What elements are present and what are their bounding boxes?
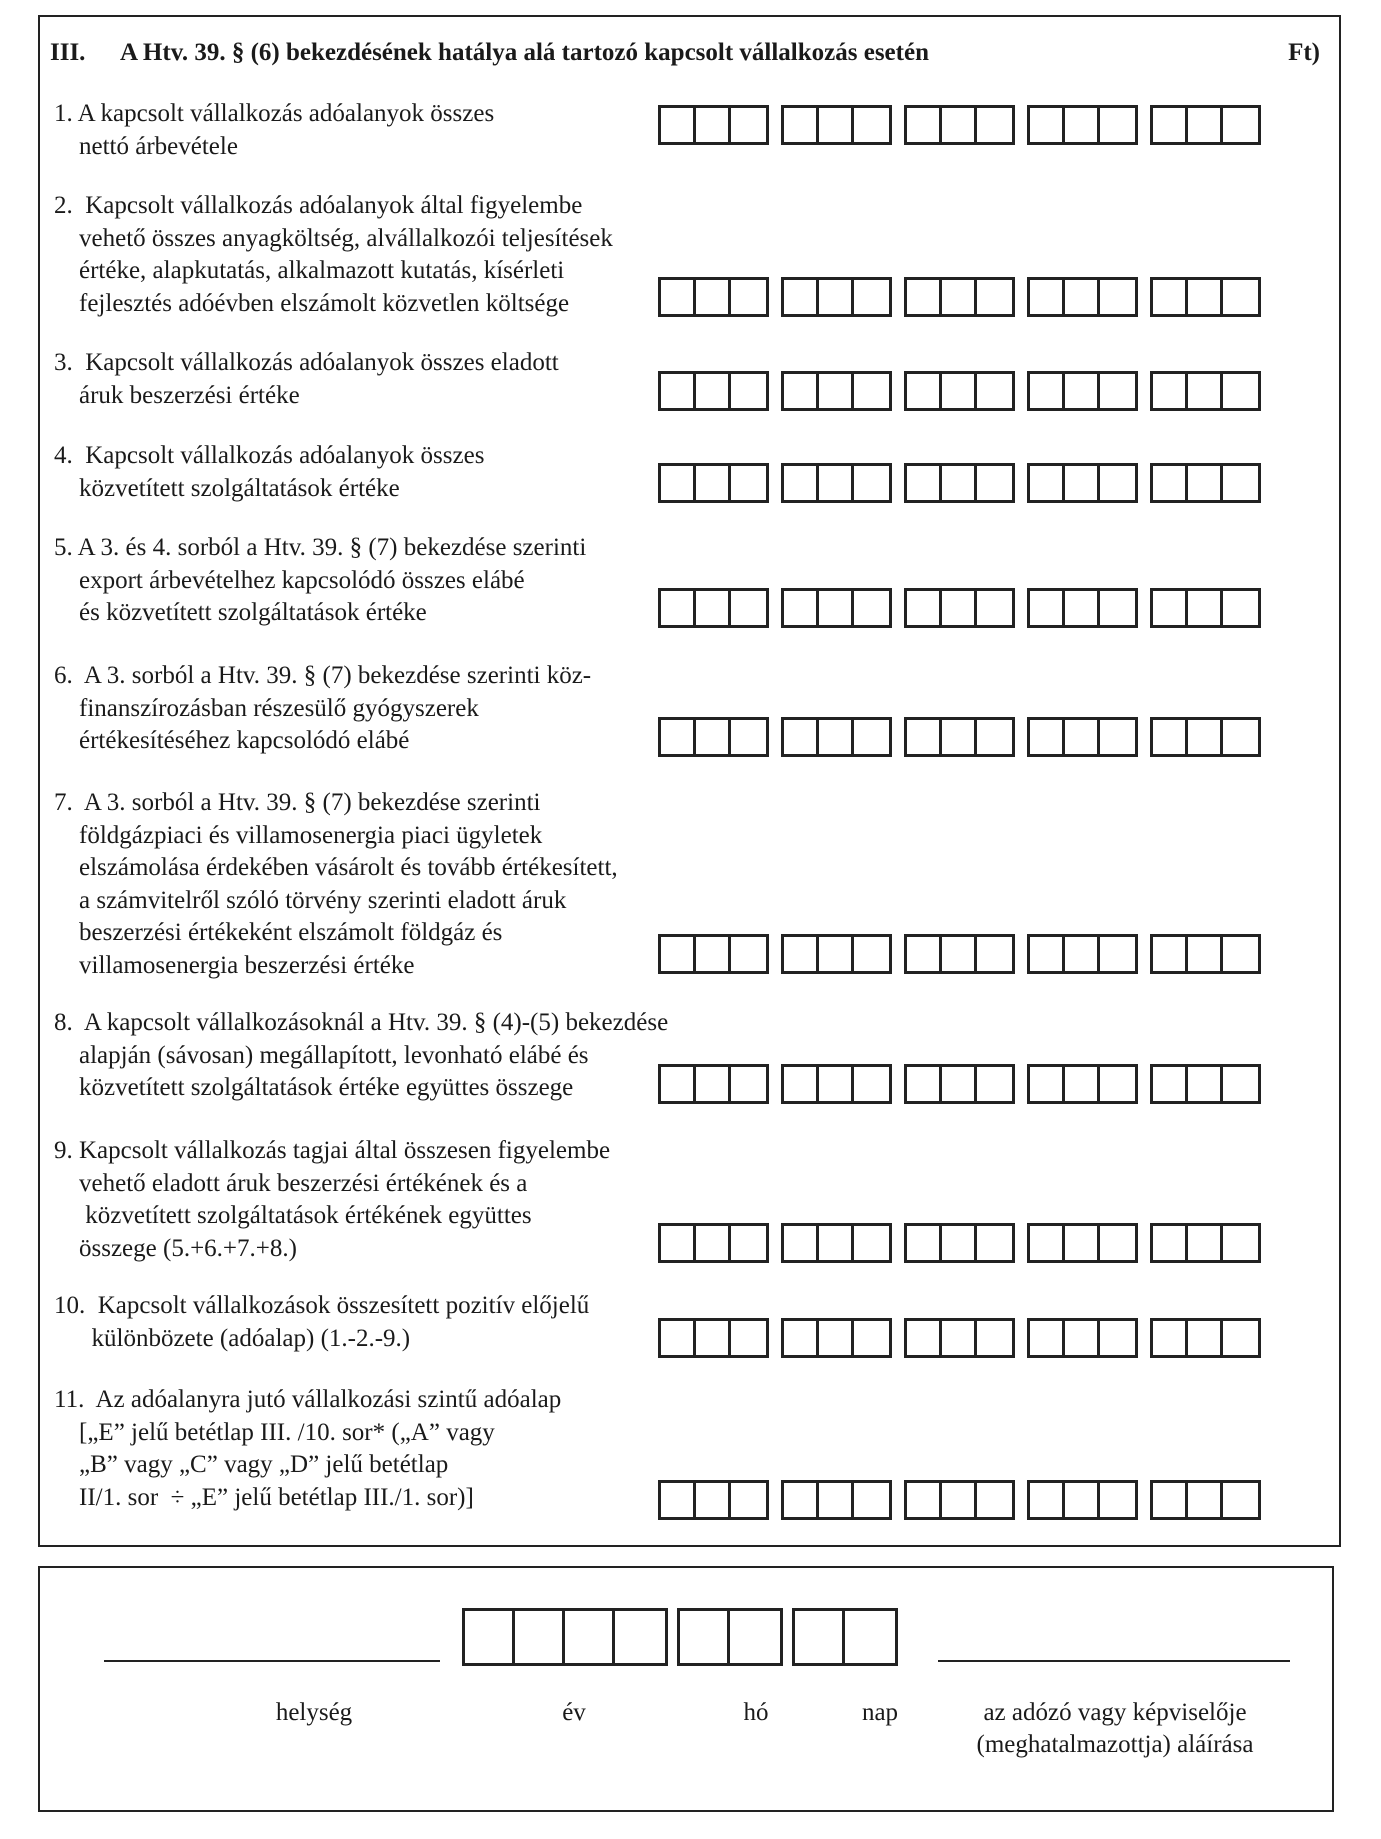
digit-group[interactable]	[1027, 105, 1138, 145]
digit-group[interactable]	[904, 1064, 1015, 1104]
digit-cell[interactable]	[1223, 466, 1258, 500]
digit-cell[interactable]	[977, 1067, 1012, 1101]
digit-cell[interactable]	[942, 1226, 977, 1260]
digit-cell[interactable]	[854, 591, 889, 625]
digit-group[interactable]	[1027, 371, 1138, 411]
digit-cell[interactable]	[819, 1067, 854, 1101]
signature-frame	[38, 1566, 1334, 1812]
digit-cell[interactable]	[907, 720, 942, 754]
digit-cell[interactable]	[784, 1067, 819, 1101]
digit-cell[interactable]	[1153, 1226, 1188, 1260]
digit-cell[interactable]	[784, 591, 819, 625]
digit-cell[interactable]	[1153, 720, 1188, 754]
digit-cell[interactable]	[1065, 1226, 1100, 1260]
digit-cell[interactable]	[977, 591, 1012, 625]
row-label-line: a számvitelről szóló törvény szerinti eladott áruk	[54, 886, 567, 914]
row-label-line: 4. Kapcsolt vállalkozás adóalanyok összes	[54, 442, 485, 469]
row-label-line: különbözete (adóalap) (1.-2.-9.)	[54, 1324, 411, 1352]
digit-cell[interactable]	[854, 1067, 889, 1101]
row-label-line: 10. Kapcsolt vállalkozások összesített pozitív előjelű	[54, 1292, 590, 1319]
digit-group[interactable]	[658, 1064, 769, 1104]
digit-cell[interactable]	[1188, 937, 1223, 971]
digit-cell[interactable]	[907, 374, 942, 408]
digit-cell[interactable]	[942, 466, 977, 500]
month-label: hó	[743, 1699, 769, 1726]
digit-group[interactable]	[904, 105, 1015, 145]
digit-cell[interactable]	[1100, 280, 1135, 314]
digit-cell[interactable]	[661, 1483, 696, 1517]
place-label: helység	[275, 1699, 353, 1726]
digit-group[interactable]	[1150, 1318, 1261, 1358]
row-label-line: 3. Kapcsolt vállalkozás adóalanyok összes eladott	[54, 349, 559, 376]
digit-cell[interactable]	[1153, 1067, 1188, 1101]
digit-cell[interactable]	[731, 374, 766, 408]
digit-group[interactable]	[658, 717, 769, 757]
digit-cell[interactable]	[1065, 720, 1100, 754]
digit-cell[interactable]	[1030, 1067, 1065, 1101]
digit-group[interactable]	[904, 588, 1015, 628]
row-label-9	[54, 1135, 694, 1265]
digit-cell[interactable]	[977, 937, 1012, 971]
digit-cell[interactable]	[1188, 1321, 1223, 1355]
row-label-4	[54, 440, 694, 505]
digit-group[interactable]	[658, 277, 769, 317]
digit-cell[interactable]	[819, 466, 854, 500]
signer-label-line1: az adózó vagy képviselője	[983, 1699, 1247, 1726]
row-label-line: értéke, alapkutatás, alkalmazott kutatás, kísérleti	[54, 257, 565, 284]
year-box[interactable]	[462, 1608, 668, 1666]
digit-cell[interactable]	[819, 720, 854, 754]
digit-cell[interactable]	[731, 1321, 766, 1355]
amount-input-7[interactable]	[658, 934, 1273, 974]
digit-group[interactable]	[1027, 588, 1138, 628]
amount-input-10[interactable]	[658, 1318, 1273, 1358]
digit-group[interactable]	[1150, 1480, 1261, 1520]
digit-cell[interactable]	[1065, 374, 1100, 408]
digit-group[interactable]	[1150, 934, 1261, 974]
digit-cell[interactable]	[696, 1483, 731, 1517]
digit-group[interactable]	[658, 463, 769, 503]
digit-cell[interactable]	[661, 466, 696, 500]
digit-cell[interactable]	[696, 466, 731, 500]
digit-cell[interactable]	[819, 280, 854, 314]
digit-cell[interactable]	[1188, 1067, 1223, 1101]
day-box[interactable]	[792, 1608, 898, 1666]
digit-cell[interactable]	[731, 591, 766, 625]
unit-label: Ft)	[1288, 39, 1320, 66]
digit-cell[interactable]	[854, 1321, 889, 1355]
digit-cell[interactable]	[907, 591, 942, 625]
digit-cell[interactable]	[1100, 1321, 1135, 1355]
digit-cell[interactable]	[1100, 720, 1135, 754]
digit-cell[interactable]	[942, 1483, 977, 1517]
row-label-line: és közvetített szolgáltatások értéke	[54, 599, 427, 626]
row-label-6	[54, 660, 694, 758]
digit-cell[interactable]	[1223, 720, 1258, 754]
digit-cell[interactable]	[1100, 937, 1135, 971]
digit-group[interactable]	[904, 277, 1015, 317]
row-label-line: 9. Kapcsolt vállalkozás tagjai által összesen figyelembe	[54, 1137, 611, 1164]
digit-cell[interactable]	[1065, 1321, 1100, 1355]
row-label-line: II/1. sor ÷ „E” jelű betétlap III./1. sor)]	[54, 1483, 474, 1511]
digit-group[interactable]	[1150, 463, 1261, 503]
digit-cell[interactable]	[1030, 1483, 1065, 1517]
digit-group[interactable]	[781, 277, 892, 317]
digit-cell[interactable]	[1153, 374, 1188, 408]
amount-input-9[interactable]	[658, 1223, 1273, 1263]
digit-cell[interactable]	[1030, 466, 1065, 500]
digit-cell[interactable]	[696, 108, 731, 142]
signer-label	[930, 1697, 1300, 1761]
digit-cell[interactable]	[661, 1067, 696, 1101]
digit-cell[interactable]	[784, 1483, 819, 1517]
amount-input-4[interactable]	[658, 463, 1273, 503]
digit-cell[interactable]	[907, 466, 942, 500]
row-label-line: 11. Az adóalanyra jutó vállalkozási szintű adóalap	[54, 1386, 562, 1413]
row-label-line: 6. A 3. sorból a Htv. 39. § (7) bekezdése szerinti köz-	[54, 662, 592, 689]
amount-input-1[interactable]	[658, 105, 1273, 145]
digit-cell[interactable]	[784, 937, 819, 971]
digit-cell[interactable]	[854, 466, 889, 500]
digit-group[interactable]	[1150, 277, 1261, 317]
digit-cell[interactable]	[942, 720, 977, 754]
digit-group[interactable]	[658, 105, 769, 145]
row-label-10	[54, 1290, 694, 1355]
digit-cell[interactable]	[1065, 466, 1100, 500]
digit-cell[interactable]	[731, 1067, 766, 1101]
digit-cell[interactable]	[1100, 1483, 1135, 1517]
digit-cell[interactable]	[784, 374, 819, 408]
digit-cell[interactable]	[1030, 280, 1065, 314]
digit-cell[interactable]	[1188, 466, 1223, 500]
digit-cell[interactable]	[977, 720, 1012, 754]
digit-cell[interactable]	[1153, 280, 1188, 314]
digit-cell[interactable]	[1188, 280, 1223, 314]
digit-cell[interactable]	[696, 1321, 731, 1355]
digit-cell[interactable]	[854, 374, 889, 408]
amount-input-5[interactable]	[658, 588, 1273, 628]
digit-group[interactable]	[1150, 588, 1261, 628]
digit-cell[interactable]	[1065, 280, 1100, 314]
row-label-line: [„E” jelű betétlap III. /10. sor* („A” vagy	[54, 1418, 495, 1446]
row-label-7	[54, 787, 694, 982]
digit-group[interactable]	[658, 371, 769, 411]
digit-cell[interactable]	[1223, 108, 1258, 142]
digit-cell[interactable]	[1153, 1321, 1188, 1355]
digit-cell[interactable]	[661, 280, 696, 314]
digit-cell[interactable]	[1223, 374, 1258, 408]
digit-cell[interactable]	[1030, 937, 1065, 971]
digit-cell[interactable]	[731, 108, 766, 142]
digit-cell[interactable]	[1030, 1226, 1065, 1260]
digit-cell[interactable]	[942, 280, 977, 314]
digit-cell[interactable]	[1100, 1067, 1135, 1101]
digit-cell[interactable]	[696, 280, 731, 314]
digit-cell[interactable]	[731, 720, 766, 754]
digit-group[interactable]	[904, 1318, 1015, 1358]
digit-cell[interactable]	[907, 937, 942, 971]
year-label: év	[562, 1699, 586, 1726]
row-label-3	[54, 347, 694, 412]
section-number: III.	[50, 39, 86, 66]
row-label-line: nettó árbevétele	[54, 132, 238, 160]
digit-cell[interactable]	[696, 1226, 731, 1260]
digit-cell[interactable]	[907, 1226, 942, 1260]
digit-cell[interactable]	[977, 466, 1012, 500]
digit-cell[interactable]	[1030, 108, 1065, 142]
digit-cell[interactable]	[731, 937, 766, 971]
digit-cell[interactable]	[1065, 1483, 1100, 1517]
digit-group[interactable]	[1027, 1480, 1138, 1520]
digit-cell[interactable]	[1188, 720, 1223, 754]
digit-cell[interactable]	[1188, 591, 1223, 625]
digit-cell[interactable]	[977, 1483, 1012, 1517]
digit-group[interactable]	[1150, 1064, 1261, 1104]
digit-cell[interactable]	[784, 1321, 819, 1355]
digit-cell[interactable]	[854, 108, 889, 142]
digit-cell[interactable]	[819, 591, 854, 625]
digit-cell[interactable]	[696, 720, 731, 754]
digit-cell[interactable]	[907, 1483, 942, 1517]
digit-group[interactable]	[904, 1480, 1015, 1520]
digit-group[interactable]	[781, 1318, 892, 1358]
digit-cell[interactable]	[661, 1321, 696, 1355]
row-label-line: finanszírozásban részesülő gyógyszerek	[54, 694, 479, 722]
digit-cell[interactable]	[819, 374, 854, 408]
row-label-line: közvetített szolgáltatások értéke együttes összege	[54, 1074, 574, 1101]
digit-cell[interactable]	[942, 937, 977, 971]
row-label-8	[54, 1007, 694, 1105]
digit-cell[interactable]	[696, 374, 731, 408]
digit-group[interactable]	[1027, 934, 1138, 974]
digit-group[interactable]	[658, 1223, 769, 1263]
amount-input-3[interactable]	[658, 371, 1273, 411]
digit-group[interactable]	[904, 371, 1015, 411]
digit-cell[interactable]	[1030, 720, 1065, 754]
row-label-line: fejlesztés adóévben elszámolt közvetlen költsége	[54, 289, 570, 317]
row-label-line: földgázpiaci és villamosenergia piaci ügyletek	[54, 821, 543, 849]
row-label-line: közvetített szolgáltatások értékének együttes	[54, 1202, 532, 1229]
digit-cell[interactable]	[942, 591, 977, 625]
digit-group[interactable]	[781, 371, 892, 411]
digit-cell[interactable]	[784, 720, 819, 754]
digit-cell[interactable]	[731, 280, 766, 314]
digit-cell[interactable]	[696, 1067, 731, 1101]
digit-cell[interactable]	[661, 937, 696, 971]
digit-cell[interactable]	[977, 280, 1012, 314]
digit-cell[interactable]	[1153, 937, 1188, 971]
digit-cell[interactable]	[1153, 108, 1188, 142]
row-label-1	[54, 98, 694, 163]
digit-cell[interactable]	[977, 108, 1012, 142]
digit-group[interactable]	[781, 1223, 892, 1263]
digit-group[interactable]	[1150, 717, 1261, 757]
digit-cell[interactable]	[1100, 466, 1135, 500]
digit-cell[interactable]	[854, 720, 889, 754]
digit-cell[interactable]	[854, 937, 889, 971]
row-label-11	[54, 1384, 694, 1514]
row-label-line: elszámolása érdekében vásárolt és tovább értékesített,	[54, 854, 618, 881]
digit-cell[interactable]	[1153, 1483, 1188, 1517]
digit-group[interactable]	[781, 588, 892, 628]
digit-group[interactable]	[1027, 1223, 1138, 1263]
digit-cell[interactable]	[1223, 591, 1258, 625]
signer-label-line2: (meghatalmazottja) aláírása	[976, 1731, 1254, 1758]
digit-group[interactable]	[1027, 463, 1138, 503]
digit-cell[interactable]	[1223, 937, 1258, 971]
digit-cell[interactable]	[1065, 591, 1100, 625]
row-label-line: összege (5.+6.+7.+8.)	[54, 1234, 297, 1262]
row-label-line: vehető eladott áruk beszerzési értékének és a	[54, 1169, 528, 1197]
row-label-line: értékesítéséhez kapcsolódó elábé	[54, 727, 410, 754]
digit-cell[interactable]	[977, 1226, 1012, 1260]
signature-line[interactable]	[938, 1660, 1290, 1662]
month-box[interactable]	[677, 1608, 783, 1666]
digit-cell[interactable]	[1223, 1226, 1258, 1260]
digit-cell[interactable]	[661, 720, 696, 754]
digit-group[interactable]	[904, 717, 1015, 757]
digit-cell[interactable]	[854, 280, 889, 314]
row-label-line: villamosenergia beszerzési értéke	[54, 951, 415, 979]
digit-cell[interactable]	[784, 280, 819, 314]
digit-cell[interactable]	[661, 1226, 696, 1260]
digit-group[interactable]	[1150, 105, 1261, 145]
row-label-line: alapján (sávosan) megállapított, levonható elábé és	[54, 1041, 589, 1069]
digit-cell[interactable]	[1153, 591, 1188, 625]
digit-cell[interactable]	[731, 1483, 766, 1517]
amount-input-11[interactable]	[658, 1480, 1273, 1520]
digit-group[interactable]	[1027, 1064, 1138, 1104]
digit-group[interactable]	[781, 463, 892, 503]
digit-group[interactable]	[1150, 1223, 1261, 1263]
digit-cell[interactable]	[1188, 374, 1223, 408]
amount-input-8[interactable]	[658, 1064, 1273, 1104]
digit-cell[interactable]	[942, 1321, 977, 1355]
row-label-2	[54, 190, 694, 320]
digit-group[interactable]	[781, 105, 892, 145]
row-label-line: áruk beszerzési értéke	[54, 381, 300, 409]
digit-cell[interactable]	[819, 1226, 854, 1260]
date-boxes	[462, 1608, 907, 1666]
digit-cell[interactable]	[696, 937, 731, 971]
digit-group[interactable]	[781, 1064, 892, 1104]
digit-cell[interactable]	[1188, 1226, 1223, 1260]
digit-cell[interactable]	[784, 1226, 819, 1260]
row-label-line: export árbevételhez kapcsolódó összes elábé	[54, 566, 525, 594]
digit-cell[interactable]	[907, 1321, 942, 1355]
digit-cell[interactable]	[1100, 1226, 1135, 1260]
digit-group[interactable]	[1027, 277, 1138, 317]
digit-cell[interactable]	[907, 1067, 942, 1101]
digit-cell[interactable]	[661, 108, 696, 142]
digit-cell[interactable]	[819, 937, 854, 971]
digit-cell[interactable]	[942, 374, 977, 408]
digit-cell[interactable]	[1065, 1067, 1100, 1101]
digit-cell[interactable]	[977, 374, 1012, 408]
section-title: A Htv. 39. § (6) bekezdésének hatálya alá tartozó kapcsolt vállalkozás esetén	[120, 39, 929, 66]
digit-cell[interactable]	[731, 1226, 766, 1260]
digit-cell[interactable]	[661, 374, 696, 408]
digit-cell[interactable]	[854, 1226, 889, 1260]
digit-group[interactable]	[904, 1223, 1015, 1263]
day-label: nap	[861, 1699, 899, 1726]
row-label-line: beszerzési értékeként elszámolt földgáz és	[54, 919, 503, 946]
digit-group[interactable]	[781, 717, 892, 757]
digit-cell[interactable]	[696, 591, 731, 625]
digit-cell[interactable]	[661, 591, 696, 625]
digit-group[interactable]	[658, 588, 769, 628]
digit-group[interactable]	[1027, 1318, 1138, 1358]
digit-cell[interactable]	[1065, 108, 1100, 142]
row-label-line: 7. A 3. sorból a Htv. 39. § (7) bekezdése szerinti	[54, 789, 541, 816]
digit-cell[interactable]	[784, 466, 819, 500]
row-label-line: „B” vagy „C” vagy „D” jelű betétlap	[54, 1451, 449, 1478]
digit-cell[interactable]	[854, 1483, 889, 1517]
digit-cell[interactable]	[1100, 108, 1135, 142]
digit-group[interactable]	[658, 1318, 769, 1358]
digit-cell[interactable]	[819, 108, 854, 142]
digit-cell[interactable]	[977, 1321, 1012, 1355]
digit-cell[interactable]	[1223, 1483, 1258, 1517]
digit-cell[interactable]	[907, 280, 942, 314]
digit-cell[interactable]	[1065, 937, 1100, 971]
digit-cell[interactable]	[819, 1321, 854, 1355]
row-label-5	[54, 532, 694, 630]
digit-cell[interactable]	[819, 1483, 854, 1517]
digit-group[interactable]	[781, 934, 892, 974]
digit-group[interactable]	[658, 1480, 769, 1520]
digit-group[interactable]	[781, 1480, 892, 1520]
digit-group[interactable]	[1150, 371, 1261, 411]
row-label-line: 5. A 3. és 4. sorból a Htv. 39. § (7) bekezdése szerinti	[54, 534, 587, 561]
digit-cell[interactable]	[1030, 591, 1065, 625]
digit-cell[interactable]	[942, 1067, 977, 1101]
digit-cell[interactable]	[1223, 280, 1258, 314]
digit-cell[interactable]	[1223, 1067, 1258, 1101]
row-label-line: közvetített szolgáltatások értéke	[54, 474, 400, 502]
digit-group[interactable]	[904, 934, 1015, 974]
digit-cell[interactable]	[1223, 1321, 1258, 1355]
digit-cell[interactable]	[1030, 1321, 1065, 1355]
digit-cell[interactable]	[907, 108, 942, 142]
digit-group[interactable]	[904, 463, 1015, 503]
digit-cell[interactable]	[784, 108, 819, 142]
row-label-line: 2. Kapcsolt vállalkozás adóalanyok által figyelembe	[54, 192, 583, 219]
row-label-line: 1. A kapcsolt vállalkozás adóalanyok összes	[54, 100, 495, 127]
digit-group[interactable]	[1027, 717, 1138, 757]
amount-input-6[interactable]	[658, 717, 1273, 757]
digit-cell[interactable]	[1153, 466, 1188, 500]
digit-group[interactable]	[658, 934, 769, 974]
digit-cell[interactable]	[1100, 374, 1135, 408]
digit-cell[interactable]	[942, 108, 977, 142]
digit-cell[interactable]	[731, 466, 766, 500]
amount-input-2[interactable]	[658, 277, 1273, 317]
place-line[interactable]	[104, 1660, 440, 1662]
digit-cell[interactable]	[1188, 1483, 1223, 1517]
digit-cell[interactable]	[1030, 374, 1065, 408]
digit-cell[interactable]	[1100, 591, 1135, 625]
row-label-line: 8. A kapcsolt vállalkozásoknál a Htv. 39. § (4)-(5) bekezdése	[54, 1009, 669, 1036]
row-label-line: vehető összes anyagköltség, alvállalkozói teljesítések	[54, 224, 613, 252]
digit-cell[interactable]	[1188, 108, 1223, 142]
